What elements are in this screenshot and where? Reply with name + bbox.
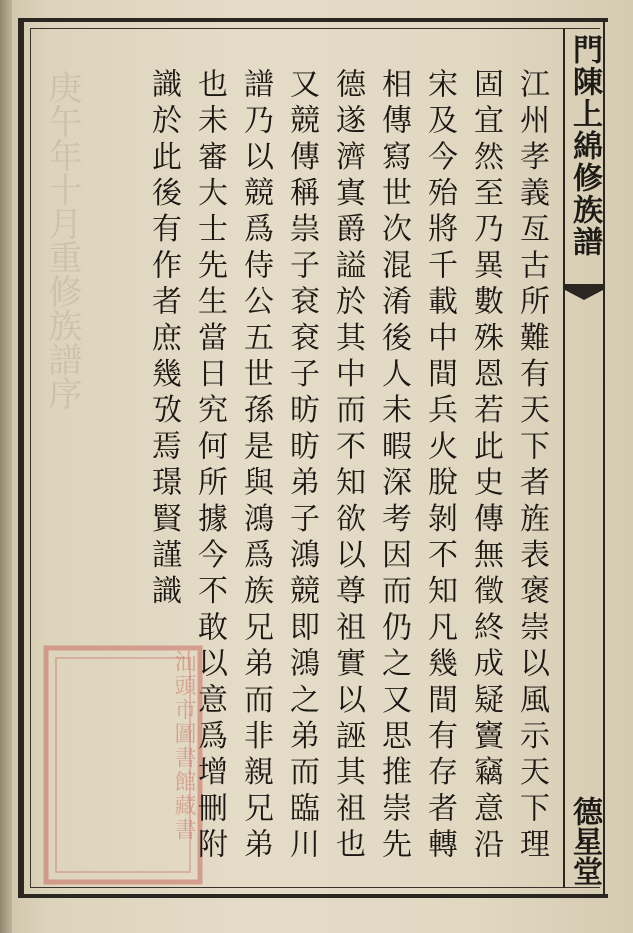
- text-column: 相傳寫世次混淆後人未暇深考因而仍之又思推崇先: [376, 68, 411, 865]
- book-binding-shadow: [0, 0, 12, 933]
- center-column-title: 門陳上綿修族譜: [567, 34, 602, 258]
- bleed-through-text: 庚午年十月重修族譜序: [42, 70, 82, 410]
- center-column-rule-left: [563, 28, 565, 888]
- text-column: 識於此後有作者庶幾攷焉璟賢謹識: [146, 68, 181, 611]
- text-column: 也未審大士先生當日究何所據今不敢以意爲增刪附: [192, 68, 227, 865]
- center-column-rule-right: [603, 18, 605, 898]
- text-column: 又競傳稱祟子袞袞子昉昉弟子鴻競即鴻之弟而臨川: [284, 68, 319, 865]
- colophon-text: [92, 68, 554, 888]
- text-column: 德遂濟寘爵謚於其中而不知欲以尊祖實以誣其祖也: [330, 68, 365, 865]
- text-column: 江州孝義亙古所難有天下者旌表褒崇以風示天下理: [514, 68, 549, 865]
- text-column: 譜乃以競爲侍公五世孫是與鴻爲族兄弟而非親兄弟: [238, 68, 273, 865]
- center-column-hall-name: 德星堂: [567, 796, 602, 886]
- text-column: 固宜然至乃異數殊恩若此史傳無徵終成疑竇竊意沿: [468, 68, 503, 865]
- text-column: 宋及今殆將千載中間兵火脫剝不知凡幾間有存者轉: [422, 68, 457, 865]
- library-seal-text: 汕頭市圖書館藏書: [171, 650, 196, 842]
- fishtail-mark-icon: [565, 284, 603, 300]
